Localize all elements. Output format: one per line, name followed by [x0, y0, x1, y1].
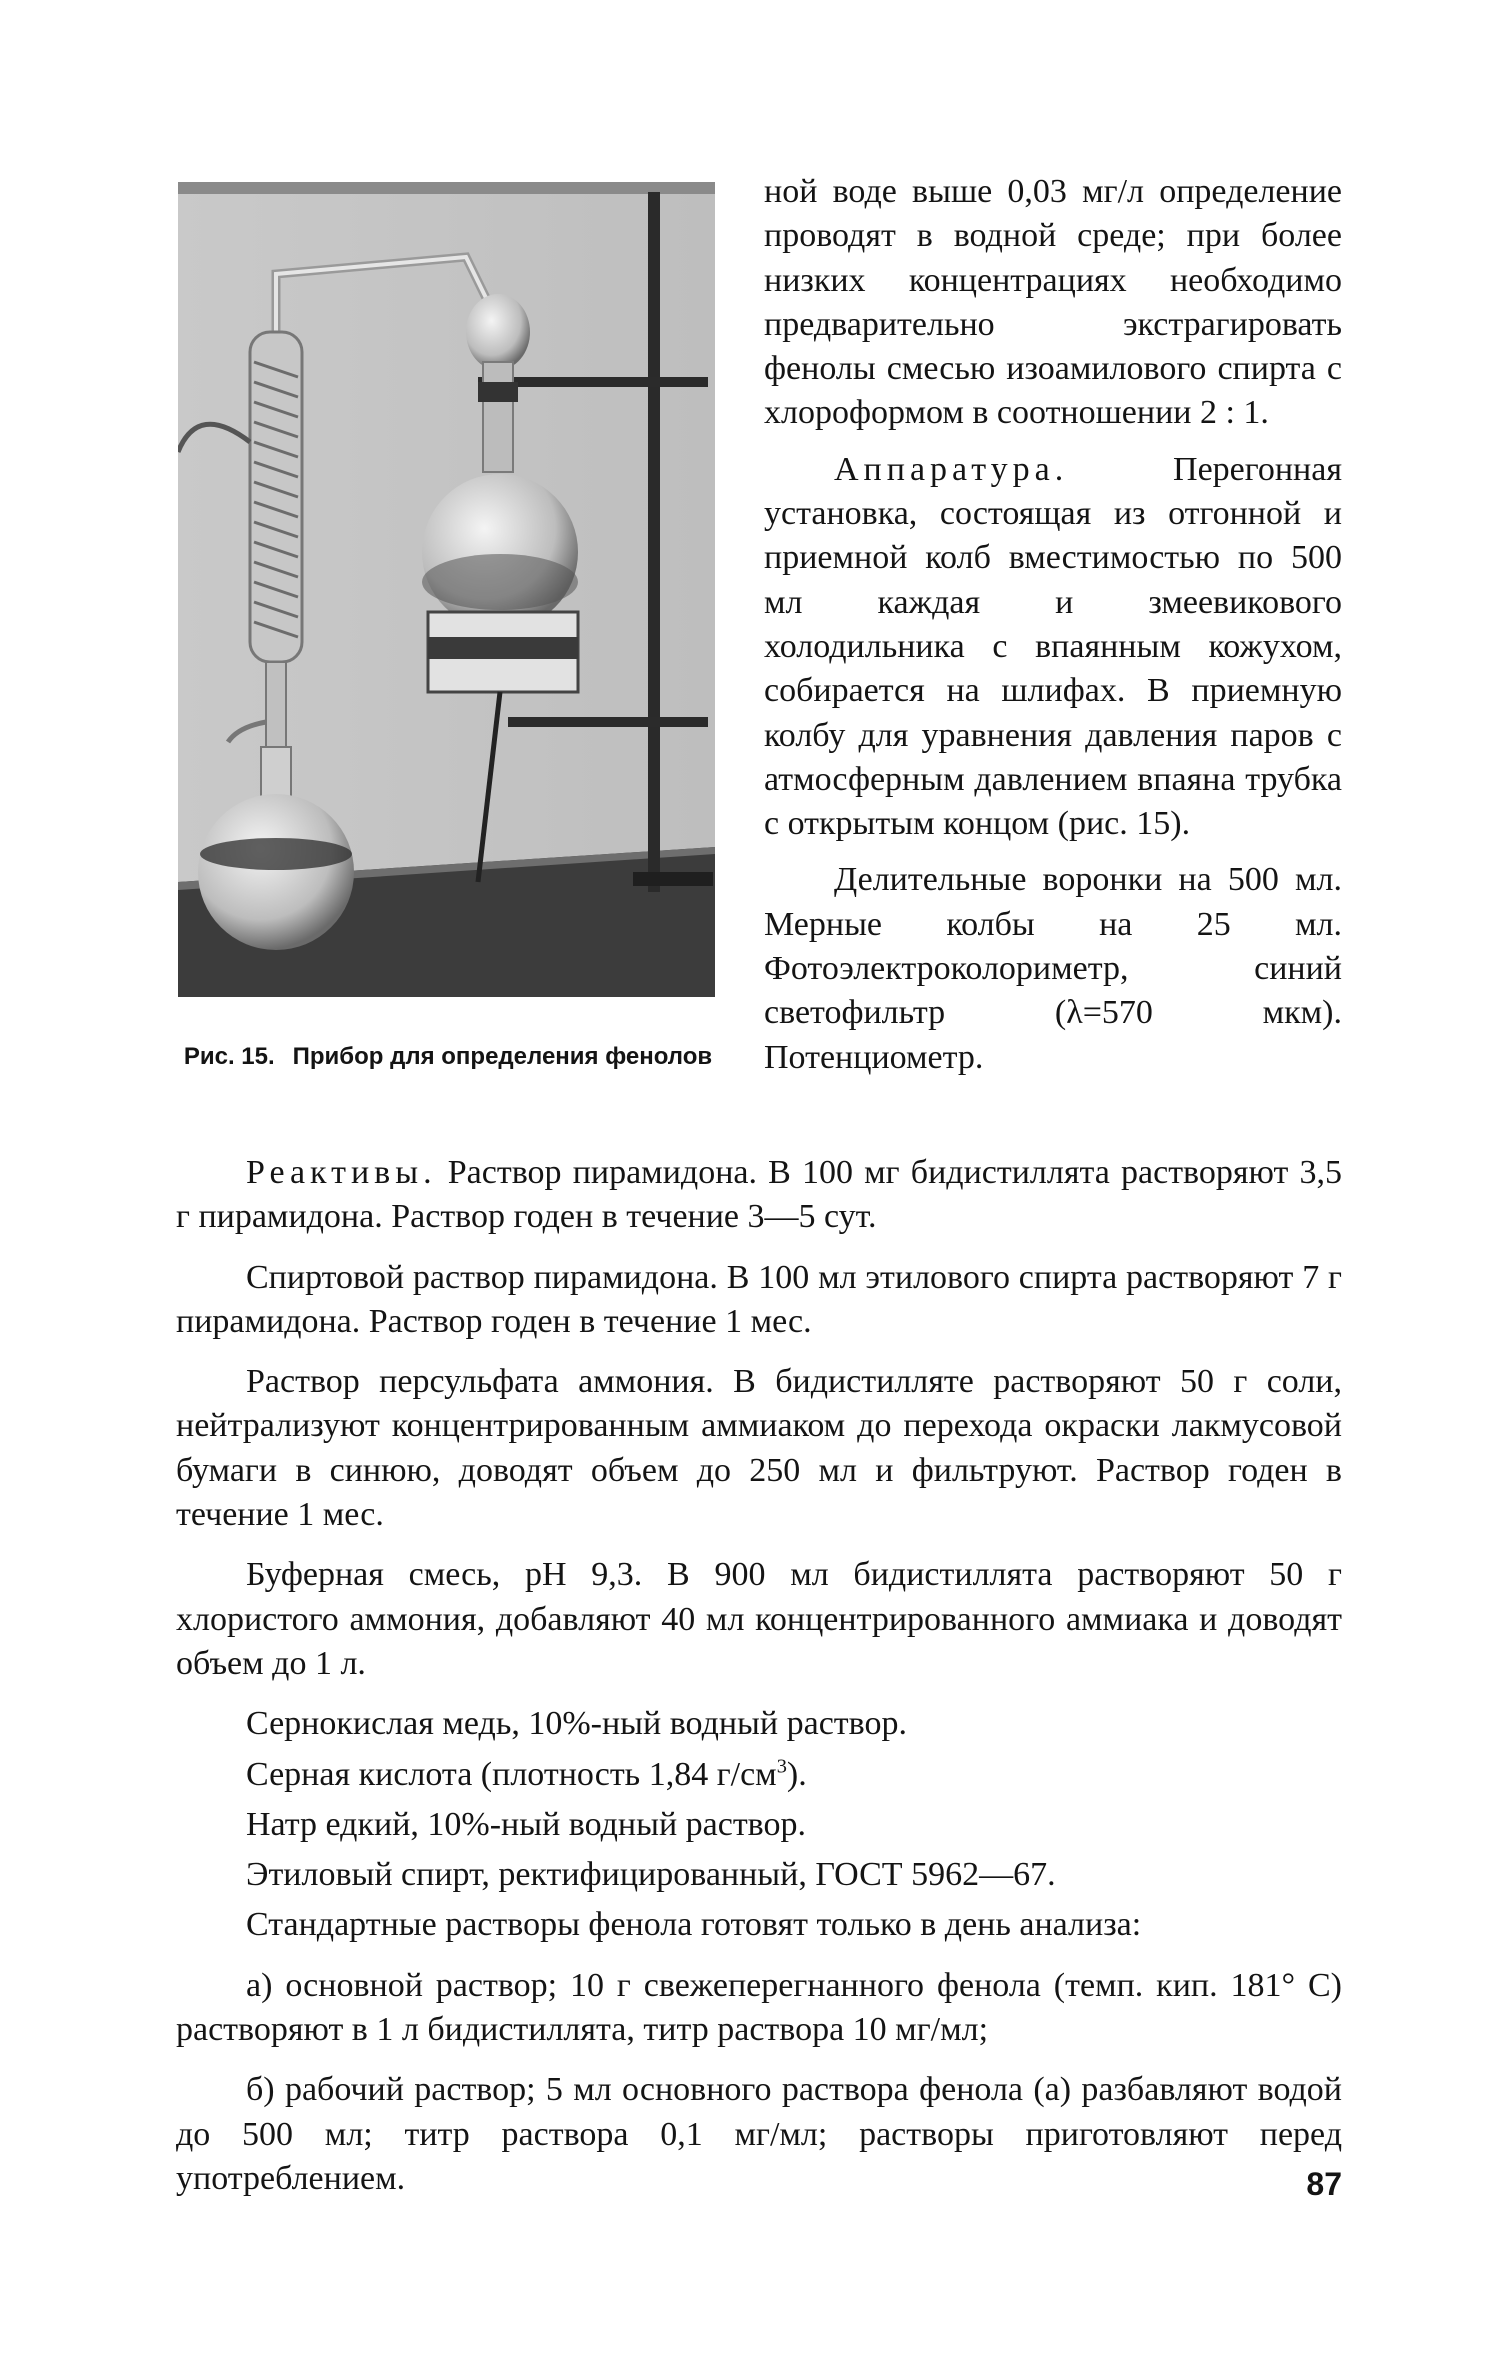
- paragraph-reagents: [176, 1151, 1342, 1240]
- reagents-heading: Реактивы.: [246, 1154, 437, 1191]
- distillation-apparatus-image: [178, 182, 715, 997]
- right-text-column: [764, 170, 1342, 1080]
- paragraph-persulfate: Раствор персульфата аммония. В бидистилляте растворяют 50 г соли, нейтрализуют концентрированным аммиаком до перехода окраски лакмусовой бумаги в синюю, доводят объем до 250 мл и фильтруют. Раствор годен в течение 1 мес.: [176, 1363, 1342, 1534]
- main-text-column: [176, 1151, 1342, 2201]
- paragraph-spirit-solution: Спиртовой раствор пирамидона. В 100 мл этилового спирта растворяют 7 г пирамидона. Раствор годен в течение 1 мес.: [176, 1258, 1342, 1340]
- paragraph-stock-solution: а) основной раствор; 10 г свежеперегнанного фенола (темп. кип. 181° С) растворяют в 1 л бидистиллята, титр раствора 10 мг/мл;: [176, 1966, 1342, 2049]
- figure-number: Рис. 15.: [183, 1043, 275, 1070]
- paragraph-continuation: ной воде выше 0,03 мг/л определение проводят в водной среде; при более низких концентрациях необходимо предварительно экстрагировать фенолы смесью изоамилового спирта с хлороформом в соотношении 2 : 1.: [764, 173, 1342, 432]
- paragraph-equipment: Делительные воронки на 500 мл. Мерные колбы на 25 мл. Фотоэлектроколориметр, синий светофильтр (λ=570 мкм). Потенциометр.: [764, 861, 1342, 1076]
- paragraph-sodium-hydroxide: Натр едкий, 10%-ный водный раствор.: [246, 1805, 807, 1843]
- figure-caption-text: Прибор для определения фенолов: [292, 1043, 713, 1070]
- apparatus-heading: Аппаратура.: [834, 450, 1069, 488]
- paragraph-copper-sulfate: Сернокислая медь, 10%-ный водный раствор.: [246, 1705, 907, 1743]
- figure-caption: [168, 1043, 728, 1071]
- paragraph-standard-solutions: Стандартные растворы фенола готовят только в день анализа:: [246, 1906, 1142, 1944]
- paragraph-ethanol: Этиловый спирт, ректифицированный, ГОСТ 5962—67.: [246, 1856, 1056, 1894]
- page-number: 87: [1306, 2166, 1342, 2202]
- sulfuric-acid-text: Серная кислота (плотность 1,84 г/см: [246, 1755, 777, 1793]
- apparatus-text: Перегонная установка, состоящая из отгонной и приемной колб вместимостью по 500 мл каждая и змеевикового холодильника с впаянным кожухом, собирается на шлифах. В приемную колбу для уравнения давления паров с атмосферным давлением впаяна трубка с открытым концом (рис. 15).: [764, 450, 1342, 843]
- paragraph-working-solution: б) рабочий раствор; 5 мл основного раствора фенола (а) разбавляют водой до 500 мл; титр раствора 0,1 мг/мл; растворы приготовляют перед употреблением.: [176, 2071, 1342, 2197]
- paragraph-apparatus: [764, 448, 1342, 847]
- reagents-text: Раствор пирамидона. В 100 мг бидистиллята растворяют 3,5 г пирамидона. Раствор годен в течение 3—5 сут.: [176, 1154, 1342, 1236]
- paragraph-sulfuric-acid: [176, 1753, 1342, 1797]
- apparatus-photo: [178, 182, 715, 997]
- sulfuric-acid-end: ).: [786, 1755, 807, 1793]
- paragraph-buffer: Буферная смесь, pH 9,3. В 900 мл бидистиллята растворяют 50 г хлористого аммония, добавляют 40 мл концентрированного аммиака и доводят объем до 1 л.: [176, 1556, 1342, 1682]
- superscript-exponent: 3: [776, 1755, 787, 1778]
